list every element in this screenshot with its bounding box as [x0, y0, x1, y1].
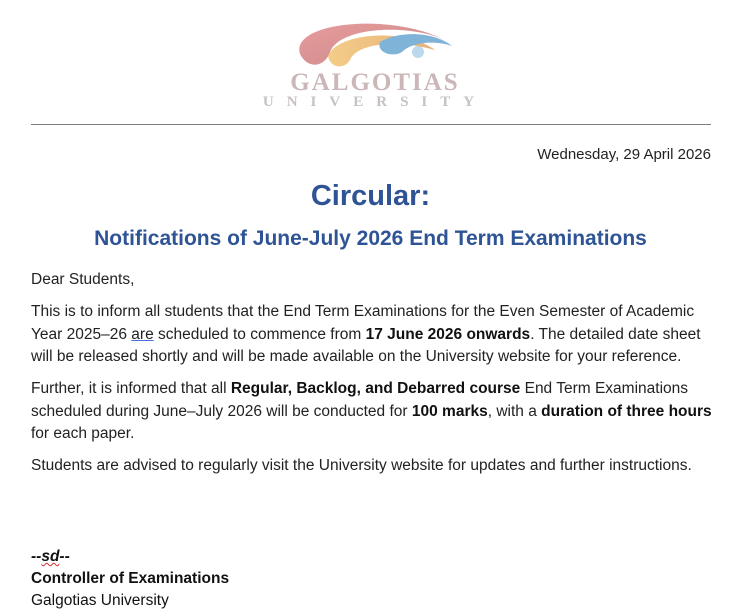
header-divider — [31, 124, 711, 125]
para2-marks: 100 marks — [411, 402, 488, 420]
page-title: Circular: — [310, 180, 431, 212]
salutation: Dear Students, — [31, 271, 135, 288]
para2-text-d: for each paper. — [31, 425, 135, 442]
paragraph-advisory: Students are advised to regularly visit the University website for updates and further instructions. — [31, 457, 692, 474]
para1-text-c: . The detailed date sheet will be released shortly and will be made available on the University website for your reference. — [31, 325, 701, 365]
sd-word: sd — [41, 548, 60, 565]
university-logo — [230, 12, 520, 110]
para2-course-types: Regular, Backlog, and Debarred course — [230, 380, 521, 397]
sd-dash-left: -- — [31, 548, 42, 565]
signatory-designation: Controller of Examinations — [31, 570, 230, 587]
logo-name: GALGOTIAS — [290, 69, 460, 96]
circular-date: Wednesday, 29 April 2026 — [537, 146, 711, 163]
para2-text-a: Further, it is informed that all — [31, 380, 231, 397]
para1-start-date: 17 June 2026 onwards — [365, 325, 531, 343]
signature-block — [31, 546, 229, 612]
para1-text-b: scheduled to commence from — [153, 325, 366, 343]
paragraph-exam-details — [31, 378, 721, 446]
logo-subtitle: UNIVERSITY — [262, 94, 488, 110]
signatory-institution: Galgotias University — [31, 592, 169, 609]
signature-sd — [31, 546, 229, 568]
para2-text-c: , with a — [487, 402, 542, 420]
para2-text-b: End Term Examinations scheduled during June–July 2026 will be conducted for — [31, 380, 689, 420]
para1-text-a: This is to inform all students that the End Term Examinations for the Even Semester of Academic Year 2025–26 — [31, 303, 695, 343]
para2-duration: duration of three hours — [541, 402, 712, 420]
paragraph-commencement — [31, 301, 721, 369]
circular-subject: Notifications of June-July 2026 End Term Examinations — [94, 227, 647, 250]
para1-word-are: are — [131, 325, 154, 343]
sd-dash-right: -- — [59, 548, 70, 565]
